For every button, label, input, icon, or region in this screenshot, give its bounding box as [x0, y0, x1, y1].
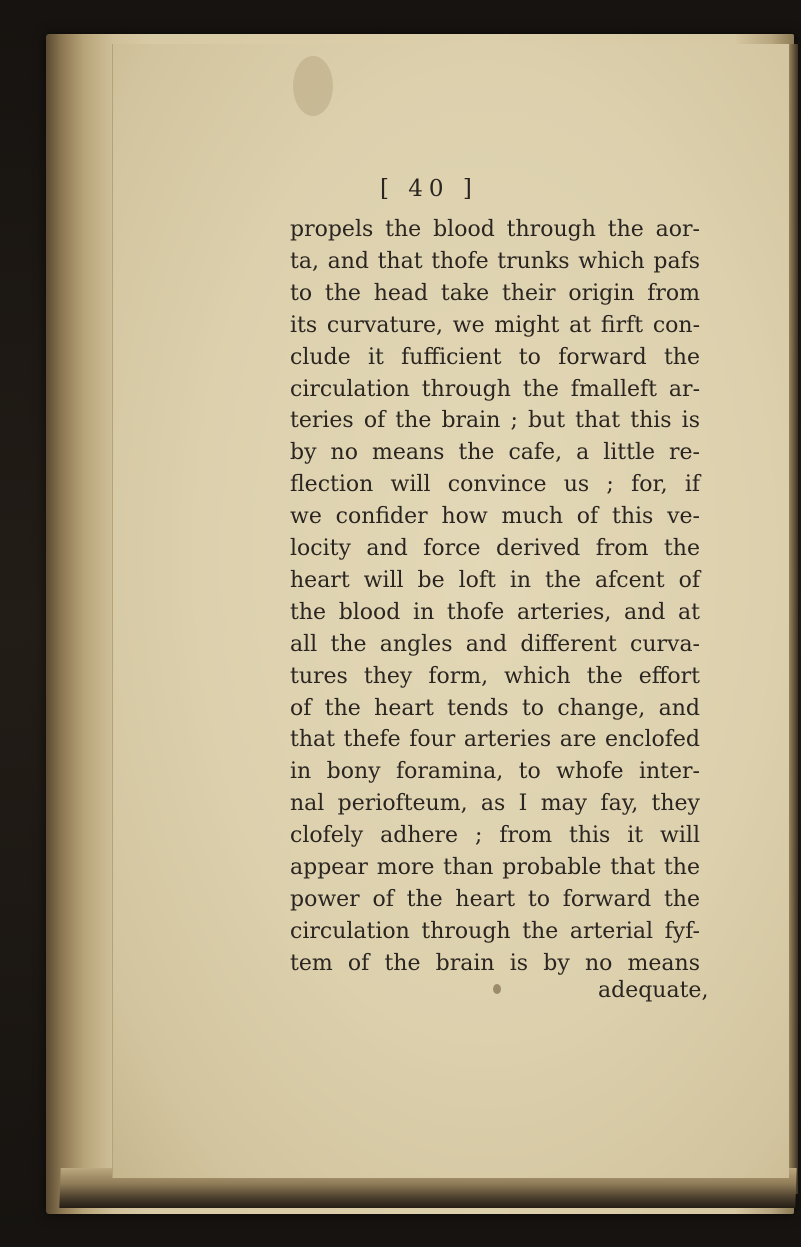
text-line: its curvature, we might at firft con- [290, 312, 700, 338]
text-line: power of the heart to forward the [290, 886, 700, 912]
text-line: locity and force derived from the [290, 536, 700, 561]
text-line: nal periofteum, as I may fay, they [290, 791, 700, 817]
text-line: clofely adhere ; from this it will [290, 823, 700, 849]
text-line: in bony foramina, to whofe inter- [290, 759, 700, 785]
text-line: clude it fufficient to forward the [290, 344, 700, 370]
paper-stain [493, 984, 501, 994]
text-line: heart will be loft in the afcent of [290, 567, 700, 593]
paper-stain [293, 56, 333, 116]
catchword: adequate, [598, 978, 709, 1003]
text-line: all the angles and different curva- [290, 631, 700, 657]
text-line: of the heart tends to change, and [290, 695, 700, 721]
text-line: flection will convince us ; for, if [290, 472, 700, 498]
text-line: appear more than probable that the [290, 855, 700, 880]
text-line: that thefe four arteries are enclofed [290, 727, 700, 753]
text-line: ta, and that thofe trunks which pafs [290, 248, 700, 274]
text-line: propels the blood through the aor- [290, 217, 700, 242]
text-line: circulation through the arterial fyf- [290, 918, 700, 944]
text-line: tures they form, which the effort [290, 663, 700, 689]
text-line: by no means the cafe, a little re- [290, 440, 700, 466]
text-line: we confider how much of this ve- [290, 504, 700, 530]
text-line: tem of the brain is by no means [290, 950, 700, 976]
page-number-header: [ 40 ] [380, 176, 478, 202]
text-line: circulation through the fmalleft ar- [290, 376, 700, 402]
text-line: the blood in thofe arteries, and at [290, 599, 700, 625]
text-line: to the head take their origin from [290, 280, 700, 306]
text-line: teries of the brain ; but that this is [290, 408, 700, 434]
